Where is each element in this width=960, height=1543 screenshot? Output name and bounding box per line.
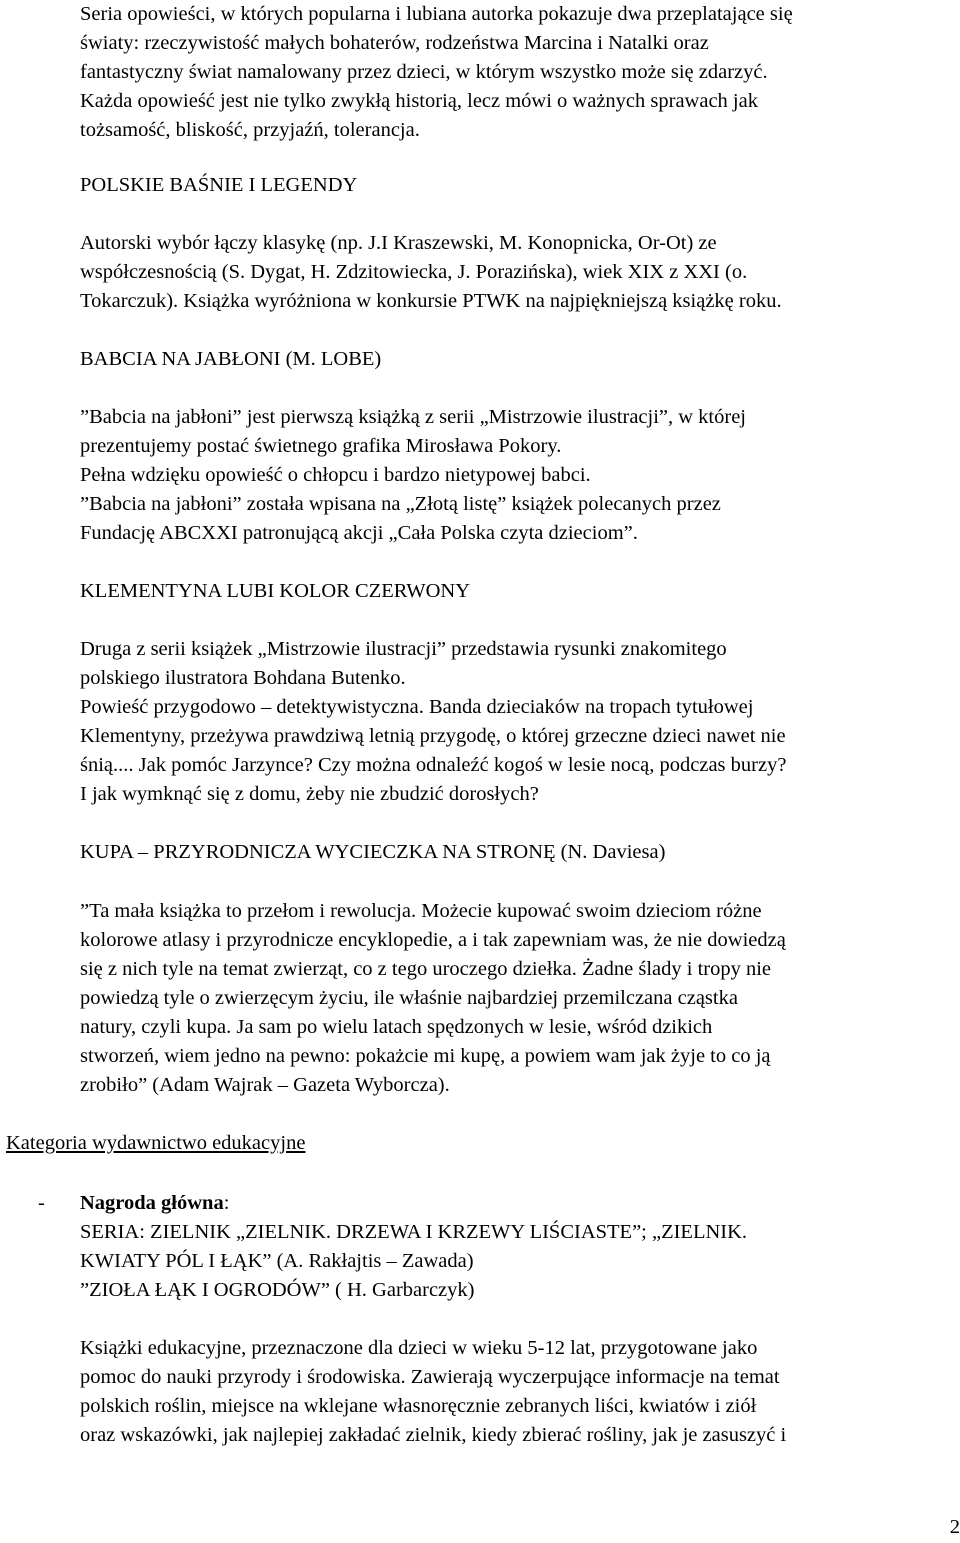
text-line: Klementyny, przeżywa prawdziwą letnią przygodę, o której grzeczne dzieci nawet nie (80, 725, 786, 747)
section-paragraph (80, 897, 960, 1100)
text-line: SERIA: ZIELNIK „ZIELNIK. DRZEWA I KRZEWY LIŚCIASTE”; „ZIELNIK. (80, 1221, 748, 1243)
text-line: ”ZIOŁA ŁĄK I OGRODÓW” ( H. Garbarczyk) (80, 1279, 475, 1301)
section-paragraph (80, 403, 960, 548)
text-line: Fundację ABCXXI patronującą akcji „Cała Polska czyta dzieciom”. (80, 522, 638, 544)
category-heading: Kategoria wydawnictwo edukacyjne (6, 1132, 306, 1154)
text-line: ”Babcia na jabłoni” została wpisana na „Złotą listę” książek polecanych przez (80, 493, 721, 515)
text-line: Pełna wdzięku opowieść o chłopcu i bardzo nietypowej babci. (80, 464, 591, 486)
text-line: oraz wskazówki, jak najlepiej zakładać zielnik, kiedy zbierać rośliny, jak je zasuszyć i (80, 1424, 787, 1446)
section-paragraph (80, 229, 960, 316)
text-line: kolorowe atlasy i przyrodnicze encyklopedie, a i tak zapewniam was, że nie dowiedzą (80, 929, 786, 951)
text-line: natury, czyli kupa. Ja sam po wielu latach spędzonych w lesie, wśród dzikich (80, 1016, 713, 1038)
text-line: polskich roślin, miejsce na wklejane własnoręcznie zebranych liści, kwiatów i ziół (80, 1395, 757, 1417)
section-paragraph (80, 635, 960, 809)
award-heading (80, 1189, 960, 1218)
text-line: KWIATY PÓL I ŁĄK” (A. Rakłajtis – Zawada) (80, 1250, 474, 1272)
text-line: Seria opowieści, w których popularna i lubiana autorka pokazuje dwa przeplatające się (80, 3, 793, 25)
text-line: Tokarczuk). Książka wyróżniona w konkursie PTWK na najpiękniejszą książkę roku. (80, 290, 782, 312)
section-title: KUPA – PRZYRODNICZA WYCIECZKA NA STRONĘ (N. Daviesa) (80, 841, 666, 863)
section-title: POLSKIE BAŚNIE I LEGENDY (80, 174, 358, 196)
text-line: się z nich tyle na temat zwierząt, co z tego uroczego dziełka. Żadne ślady i tropy nie (80, 958, 772, 980)
text-line: światy: rzeczywistość małych bohaterów, rodzeństwa Marcina i Natalki oraz (80, 32, 709, 54)
text-line: Książki edukacyjne, przeznaczone dla dzieci w wieku 5-12 lat, przygotowane jako (80, 1337, 758, 1359)
award-colon: : (223, 1192, 230, 1214)
award-label: Nagroda główna (80, 1192, 224, 1214)
text-line: tożsamość, bliskość, przyjaźń, tolerancja. (80, 119, 420, 141)
section-title: KLEMENTYNA LUBI KOLOR CZERWONY (80, 580, 471, 602)
section-title: BABCIA NA JABŁONI (M. LOBE) (80, 348, 382, 370)
text-line: ”Babcia na jabłoni” jest pierwszą książką z serii „Mistrzowie ilustracji”, w której (80, 406, 746, 428)
intro-paragraph (80, 0, 960, 145)
text-line: Druga z serii książek „Mistrzowie ilustracji” przedstawia rysunki znakomitego (80, 638, 727, 660)
text-line: ”Ta mała książka to przełom i rewolucja. Możecie kupować swoim dzieciom różne (80, 900, 762, 922)
text-line: współczesnością (S. Dygat, H. Zdzitowiecka, J. Porazińska), wiek XIX z XXI (o. (80, 261, 748, 283)
text-line: pomoc do nauki przyrody i środowiska. Zawierają wyczerpujące informacje na temat (80, 1366, 780, 1388)
text-line: Każda opowieść jest nie tylko zwykłą historią, lecz mówi o ważnych sprawach jak (80, 90, 758, 112)
award-description (80, 1334, 960, 1450)
text-line: fantastyczny świat namalowany przez dzieci, w którym wszystko może się zdarzyć. (80, 61, 768, 83)
text-line: Powieść przygodowo – detektywistyczna. Banda dzieciaków na tropach tytułowej (80, 696, 754, 718)
text-line: powiedzą tyle o zwierzęcym życiu, ile właśnie najbardziej przemilczana cząstka (80, 987, 738, 1009)
text-line: zrobiło” (Adam Wajrak – Gazeta Wyborcza). (80, 1074, 450, 1096)
text-line: śnią.... Jak pomóc Jarzynce? Czy można odnaleźć kogoś w lesie nocą, podczas burzy? (80, 754, 787, 776)
page-number: 2 (949, 1516, 960, 1538)
list-bullet: - (38, 1192, 45, 1214)
award-item (80, 1189, 960, 1305)
text-line: polskiego ilustratora Bohdana Butenko. (80, 667, 406, 689)
text-line: prezentujemy postać świetnego grafika Mirosława Pokory. (80, 435, 562, 457)
text-line: I jak wymknąć się z domu, żeby nie zbudzić dorosłych? (80, 783, 539, 805)
text-line: Autorski wybór łączy klasykę (np. J.I Kraszewski, M. Konopnicka, Or-Ot) ze (80, 232, 717, 254)
text-line: stworzeń, wiem jedno na pewno: pokażcie mi kupę, a powiem wam jak żyje to co ją (80, 1045, 771, 1067)
